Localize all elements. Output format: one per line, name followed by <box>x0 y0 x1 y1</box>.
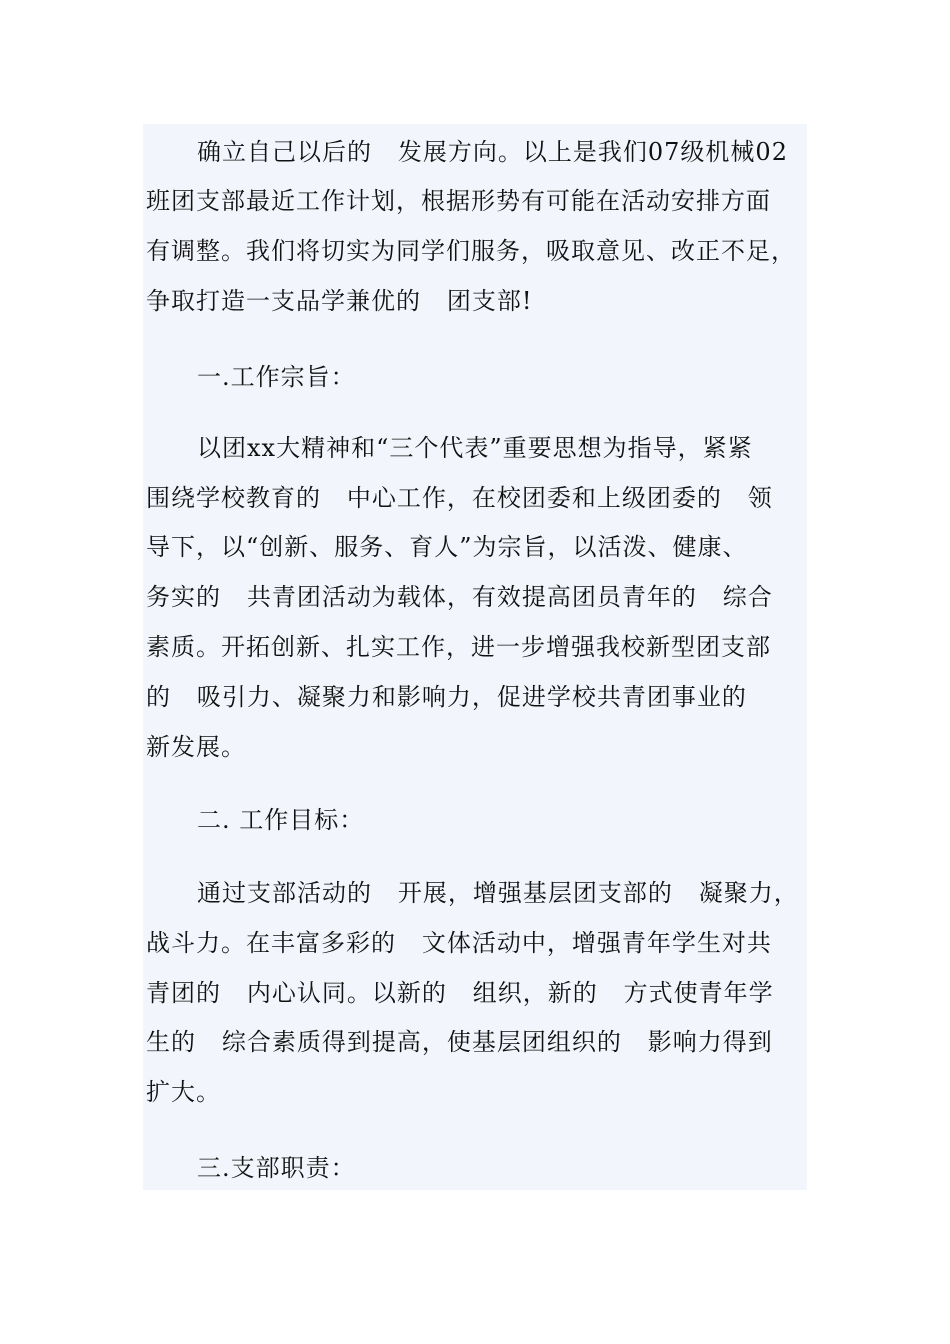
section-1-line-6: 的 吸引力、凝聚力和影响力，促进学校共青团事业的 <box>146 683 747 711</box>
section-2-line-2: 战斗力。在丰富多彩的 文体活动中，增强青年学生对共 <box>146 929 772 957</box>
intro-line-2: 班团支部最近工作计划，根据形势有可能在活动安排方面 <box>146 187 771 215</box>
section-2-line-4: 生的 综合素质得到提高，使基层团组织的 影响力得到 <box>146 1028 773 1056</box>
section-2-heading: 二. 工作目标： <box>197 806 365 834</box>
section-2-line-3: 青团的 内心认同。以新的 组织，新的 方式使青年学 <box>146 979 774 1007</box>
section-1-line-3: 导下，以“创新、服务、育人”为宗旨，以活泼、健康、 <box>146 533 748 561</box>
section-2-line-5: 扩大。 <box>146 1078 221 1106</box>
section-2-line-1: 通过支部活动的 开展，增强基层团支部的 凝聚力， <box>197 879 799 907</box>
section-1-line-5: 素质。开拓创新、扎实工作，进一步增强我校新型团支部 <box>146 633 771 661</box>
intro-line-3: 有调整。我们将切实为同学们服务，吸取意见、改正不足， <box>146 237 796 265</box>
intro-line-4: 争取打造一支品学兼优的 团支部! <box>146 287 533 315</box>
section-3-heading: 三.支部职责： <box>197 1154 356 1182</box>
section-1-line-2: 围绕学校教育的 中心工作，在校团委和上级团委的 领 <box>146 484 773 512</box>
section-1-line-4: 务实的 共青团活动为载体，有效提高团员青年的 综合 <box>146 583 773 611</box>
section-1-line-7: 新发展。 <box>146 733 246 761</box>
section-1-line-1: 以团xx大精神和“三个代表”重要思想为指导，紧紧 <box>197 434 753 462</box>
section-1-heading: 一.工作宗旨： <box>197 363 356 391</box>
intro-line-1: 确立自己以后的 发展方向。以上是我们07级机械02 <box>197 138 788 166</box>
